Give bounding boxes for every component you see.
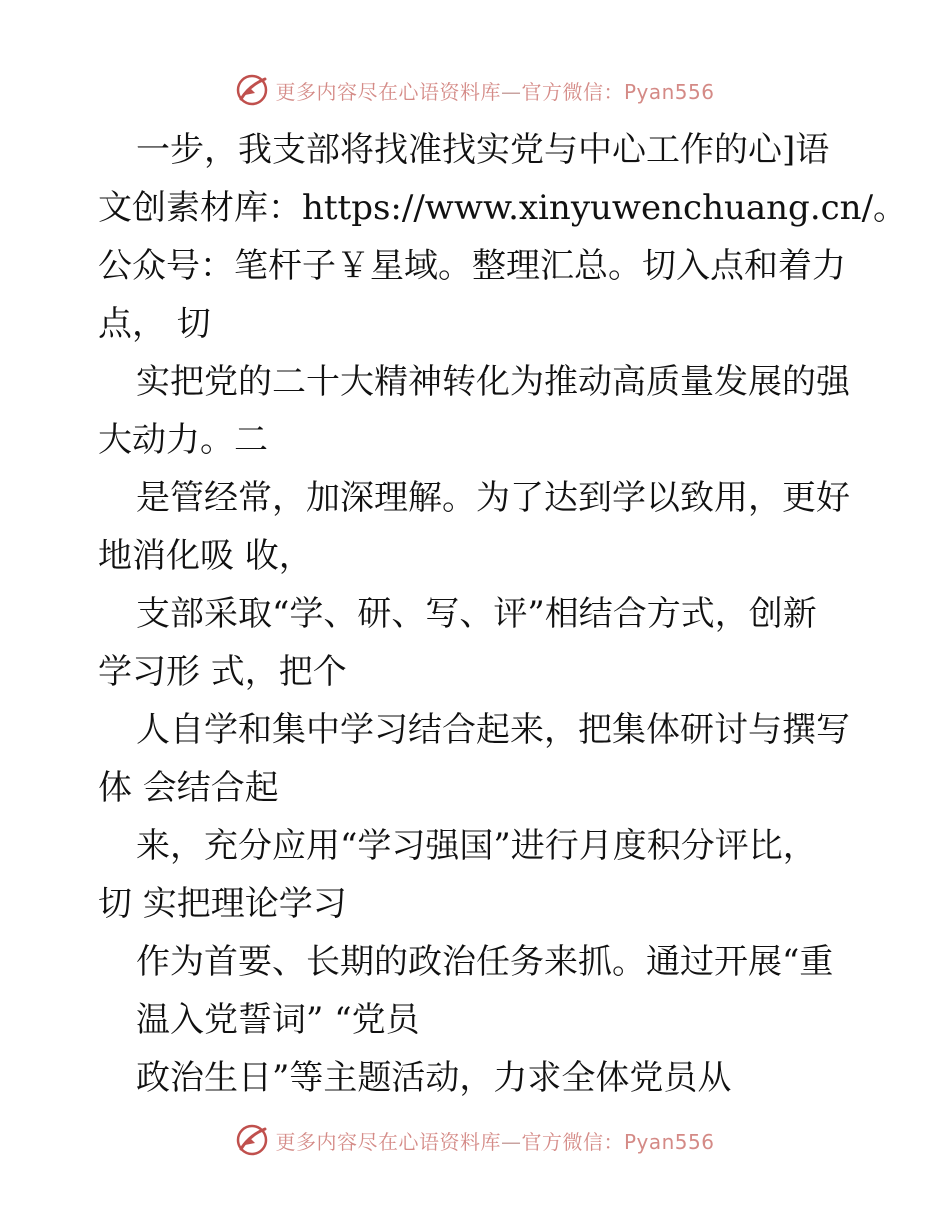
text-line: 公众号：笔杆子￥星域。整理汇总。切入点和着力 <box>98 246 846 286</box>
pen-logo-icon <box>235 1123 269 1157</box>
text-line: 支部采取“学、研、写、评”相结合方式，创新 <box>136 594 817 634</box>
text-line: 政治生日”等主题活动，力求全体党员从 <box>136 1058 732 1098</box>
text-line: 文创素材库：https://www.xinyuwenchuang.cn/。 <box>98 188 908 228</box>
text-line: 学习形 式，把个 <box>98 652 347 692</box>
text-line: 温入党誓词” “党员 <box>136 1000 420 1040</box>
watermark-wechat: 官方微信：Pyan556 <box>521 79 715 104</box>
footer-watermark <box>0 1120 950 1160</box>
pen-logo-icon <box>235 73 269 107</box>
text-line: 体 会结合起 <box>98 768 279 808</box>
watermark-text: 更多内容尽在心语资料库 <box>275 79 501 104</box>
text-line: 地消化吸 收， <box>98 536 313 576</box>
header-watermark <box>0 70 950 110</box>
watermark-text: 更多内容尽在心语资料库 <box>275 1129 501 1154</box>
text-line: 作为首要、长期的政治任务来抓。通过开展“重 <box>136 942 834 982</box>
text-line: 人自学和集中学习结合起来，把集体研讨与撰写 <box>136 710 850 750</box>
text-line: 大动力。二 <box>98 420 268 460</box>
text-line: 是管经常，加深理解。为了达到学以致用，更好 <box>136 478 850 518</box>
text-line: 实把党的二十大精神转化为推动高质量发展的强 <box>136 362 850 402</box>
watermark-separator: — <box>500 1129 522 1154</box>
watermark-separator: — <box>500 79 522 104</box>
text-line: 点， 切 <box>98 304 211 344</box>
watermark-wechat: 官方微信：Pyan556 <box>521 1129 715 1154</box>
text-line: 一步，我支部将找准找实党与中心工作的心]语 <box>136 130 830 170</box>
text-line: 来，充分应用“学习强国”进行月度积分评比， <box>136 826 817 866</box>
text-line: 切 实把理论学习 <box>98 884 347 924</box>
